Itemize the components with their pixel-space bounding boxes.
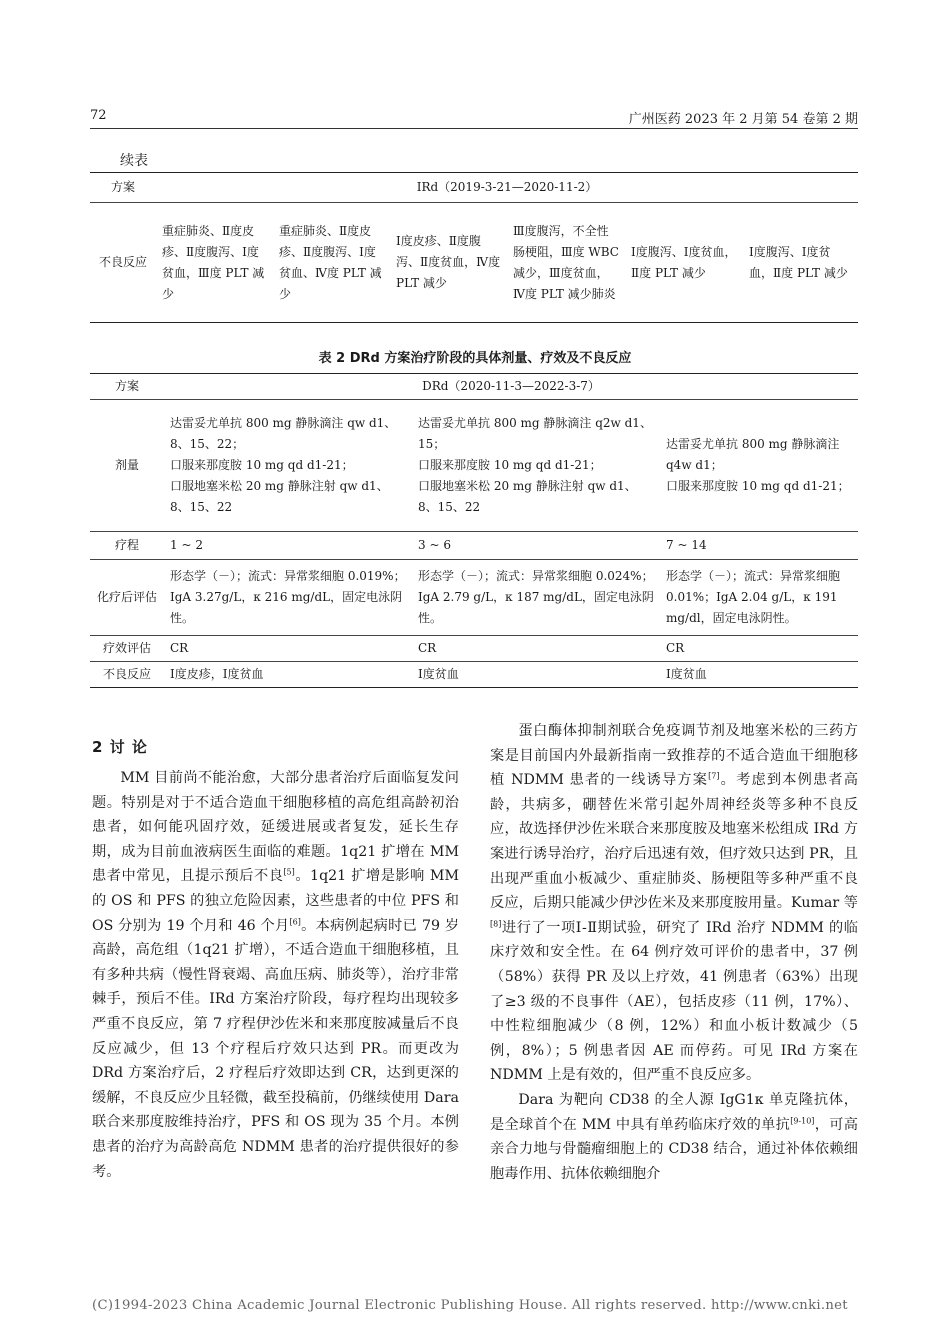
- eval-label: 化疗后评估: [96, 590, 157, 604]
- text-run: 。考虑到本例患者高龄，共病多，硼替佐米常引起外周神经炎等多种不良反应，故选择伊沙佐米联合来那度胺及地塞米松组成 IRd 方案进行诱导治疗，治疗后迅速有效，但疗效只达到 PR，且出现严重血小板减少、重症肺炎、肠梗阻等多种严重不良反应，后期只能减少伊沙佐米及来那度胺用量。Kumar 等: [490, 772, 858, 912]
- table-row: [90, 662, 858, 688]
- header-rule: [90, 128, 858, 129]
- ae-cell: Ⅰ度皮疹、Ⅱ度腹泻、Ⅱ度贫血，Ⅳ度 PLT 减少: [396, 234, 501, 290]
- table-row: [90, 203, 858, 323]
- table-row: [90, 374, 858, 400]
- ae-cell: Ⅰ度贫血: [418, 667, 459, 681]
- table2-title: 表 2 DRd 方案治疗阶段的具体剂量、疗效及不良反应: [318, 351, 632, 366]
- ae-label: 不良反应: [102, 667, 151, 681]
- ae-cell: 重症肺炎、Ⅱ度皮疹、Ⅱ度腹泻、Ⅰ度贫血，Ⅲ度 PLT 减少: [162, 223, 265, 301]
- page-number: 72: [90, 108, 107, 123]
- scheme-value: DRd（2020-11-3—2022-3-7）: [422, 379, 600, 393]
- scheme-value: IRd（2019-3-21—2020-11-2）: [416, 180, 598, 194]
- text-run: 。本病例起病时已 79 岁高龄，高危组（1q21 扩增），不适合造血干细胞移植，且有多种共病（慢性肾衰竭、高血压病、肺炎等），治疗非常棘手，预后不佳。IRd 方案治疗阶段，每疗程均出现较多严重不良反应，第 7 疗程伊沙佐米和来那度胺减量后不良反应减少，但 13 个疗程后疗效只达到 PR。而更改为 DRd 方案治疗后，2 疗程后疗效即达到 CR，达到更深的缓解，不良反应少且轻微，截至投稿前，仍继续使用 Dara 联合来那度胺维持治疗，PFS 和 OS 现为 35 个月。本例患者的治疗为高龄高危 NDMM 患者的治疗提供很好的参考。: [92, 917, 460, 1180]
- right-column: [490, 719, 858, 1186]
- course-cell: 3 ~ 6: [418, 538, 451, 552]
- dose-label: 剂量: [114, 458, 139, 472]
- text-run: Dara 为靶向 CD38 的全人源 IgG1κ 单克隆抗体，是全球首个在 MM 中具有单药临床疗效的单抗: [490, 1091, 858, 1133]
- ae-cell: Ⅰ度贫血: [666, 667, 707, 681]
- efficacy-cell: CR: [170, 641, 189, 655]
- table-row: [90, 173, 858, 203]
- dose-cell: 达雷妥尤单抗 800 mg 静脉滴注 q2w d1、15； 口服来那度胺 10 mg qd d1-21； 口服地塞米松 20 mg 静脉注射 qw d1、8、15、22: [418, 416, 652, 514]
- dose-cell: 达雷妥尤单抗 800 mg 静脉滴注 q4w d1； 口服来那度胺 10 mg qd d1-21；: [666, 437, 850, 493]
- paragraph: [490, 1088, 858, 1186]
- course-label: 疗程: [114, 538, 139, 552]
- copyright-footer: (C)1994-2023 China Academic Journal Electronic Publishing House. All rights reserved. http://www.cnki.net: [92, 1298, 848, 1313]
- ae-cell: 重症肺炎、Ⅱ度皮疹、Ⅱ度腹泻、Ⅰ度贫血、Ⅳ度 PLT 减少: [279, 223, 382, 301]
- table-row: [90, 560, 858, 636]
- citation: [8]: [490, 919, 502, 929]
- citation: [7]: [708, 771, 720, 781]
- scheme-label: 方案: [114, 379, 139, 393]
- efficacy-cell: CR: [666, 641, 685, 655]
- text-run: 进行了一项Ⅰ-Ⅱ期试验，研究了 IRd 治疗 NDMM 的临床疗效和安全性。在 64 例疗效可评价的患者中，37 例（58%）获得 PR 及以上疗效，41 例患者（63%）出现了≥3 级的不良事件（AE），包括皮疹（11 例，17%）、中性粒细胞减少（8 例，12%）和血小板计数减少（5 例，8%）；5 例患者因 AE 而停药。可见 IRd 方案在 NDMM 上是有效的，但严重不良反应多。: [490, 919, 858, 1084]
- ae-cell: Ⅲ度腹泻，不全性肠梗阻，Ⅲ度 WBC 减少，Ⅲ度贫血，Ⅳ度 PLT 减少肺炎: [513, 223, 619, 301]
- text-run: 。1q21 扩增是影响 MM 的 OS 和 PFS 的独立危险因素，这些患者的中位 PFS 和 OS 分别为 19 个月和 46 个月: [92, 868, 459, 934]
- citation: [6]: [289, 916, 301, 926]
- paragraph: [490, 719, 858, 1088]
- course-cell: 7 ~ 14: [666, 538, 707, 552]
- table-row: [90, 400, 858, 532]
- table2: [90, 373, 858, 688]
- section-heading: 2 讨 论: [92, 738, 148, 756]
- text-run: ，可高亲合力地与骨髓瘤细胞上的 CD38 结合，通过补体依赖细胞毒作用、抗体依赖细胞介: [490, 1116, 858, 1182]
- ae-cell: Ⅰ度腹泻、Ⅰ度贫血，Ⅱ度 PLT 减少: [631, 244, 737, 280]
- text-run: 蛋白酶体抑制剂联合免疫调节剂及地塞米松的三药方案是目前国内外最新指南一致推荐的不适合造血干细胞移植 NDMM 患者的一线诱导方案: [490, 723, 858, 789]
- eval-cell: 形态学（－）；流式：异常浆细胞 0.01%；IgA 2.04 g/L，κ 191 mg/dl，固定电泳阴性。: [666, 569, 841, 625]
- text-run: MM 目前尚不能治愈，大部分患者治疗后面临复发问题。特别是对于不适合造血干细胞移植的高危组高龄初治患者，如何能巩固疗效，延缓进展或者复发，延长生存期，成为目前血液病医生面临的难题。1q21 扩增在 MM 患者中常见，且提示预后不良: [92, 770, 459, 885]
- course-cell: 1 ~ 2: [170, 538, 203, 552]
- journal-info: 广州医药 2023 年 2 月第 54 卷第 2 期: [628, 112, 858, 127]
- eval-cell: 形态学（－）；流式：异常浆细胞 0.024%；IgA 2.79 g/L，κ 187 mg/dL，固定电泳阴性。: [418, 569, 654, 625]
- dose-cell: 达雷妥尤单抗 800 mg 静脉滴注 qw d1、8、15、22； 口服来那度胺 10 mg qd d1-21； 口服地塞米松 20 mg 静脉注射 qw d1、8、15、22: [170, 416, 397, 514]
- left-column: [92, 766, 459, 1184]
- ae-cell: Ⅰ度腹泻、Ⅰ度贫血，Ⅱ度 PLT 减少: [749, 244, 848, 280]
- efficacy-cell: CR: [418, 641, 437, 655]
- table-continued-label: 续表: [120, 153, 148, 169]
- paragraph: [92, 766, 459, 1184]
- table-row: [90, 532, 858, 560]
- table-row: [90, 636, 858, 662]
- citation: [9-10]: [790, 1115, 815, 1125]
- ae-cell: Ⅰ度皮疹，Ⅰ度贫血: [170, 667, 264, 681]
- table1-continued: [90, 172, 858, 323]
- efficacy-label: 疗效评估: [102, 641, 151, 655]
- citation: [5]: [283, 867, 295, 877]
- eval-cell: 形态学（－）；流式：异常浆细胞 0.019%；IgA 3.27g/L，κ 216 mg/dL，固定电泳阴性。: [170, 569, 406, 625]
- scheme-label: 方案: [110, 180, 135, 194]
- ae-label: 不良反应: [98, 255, 147, 269]
